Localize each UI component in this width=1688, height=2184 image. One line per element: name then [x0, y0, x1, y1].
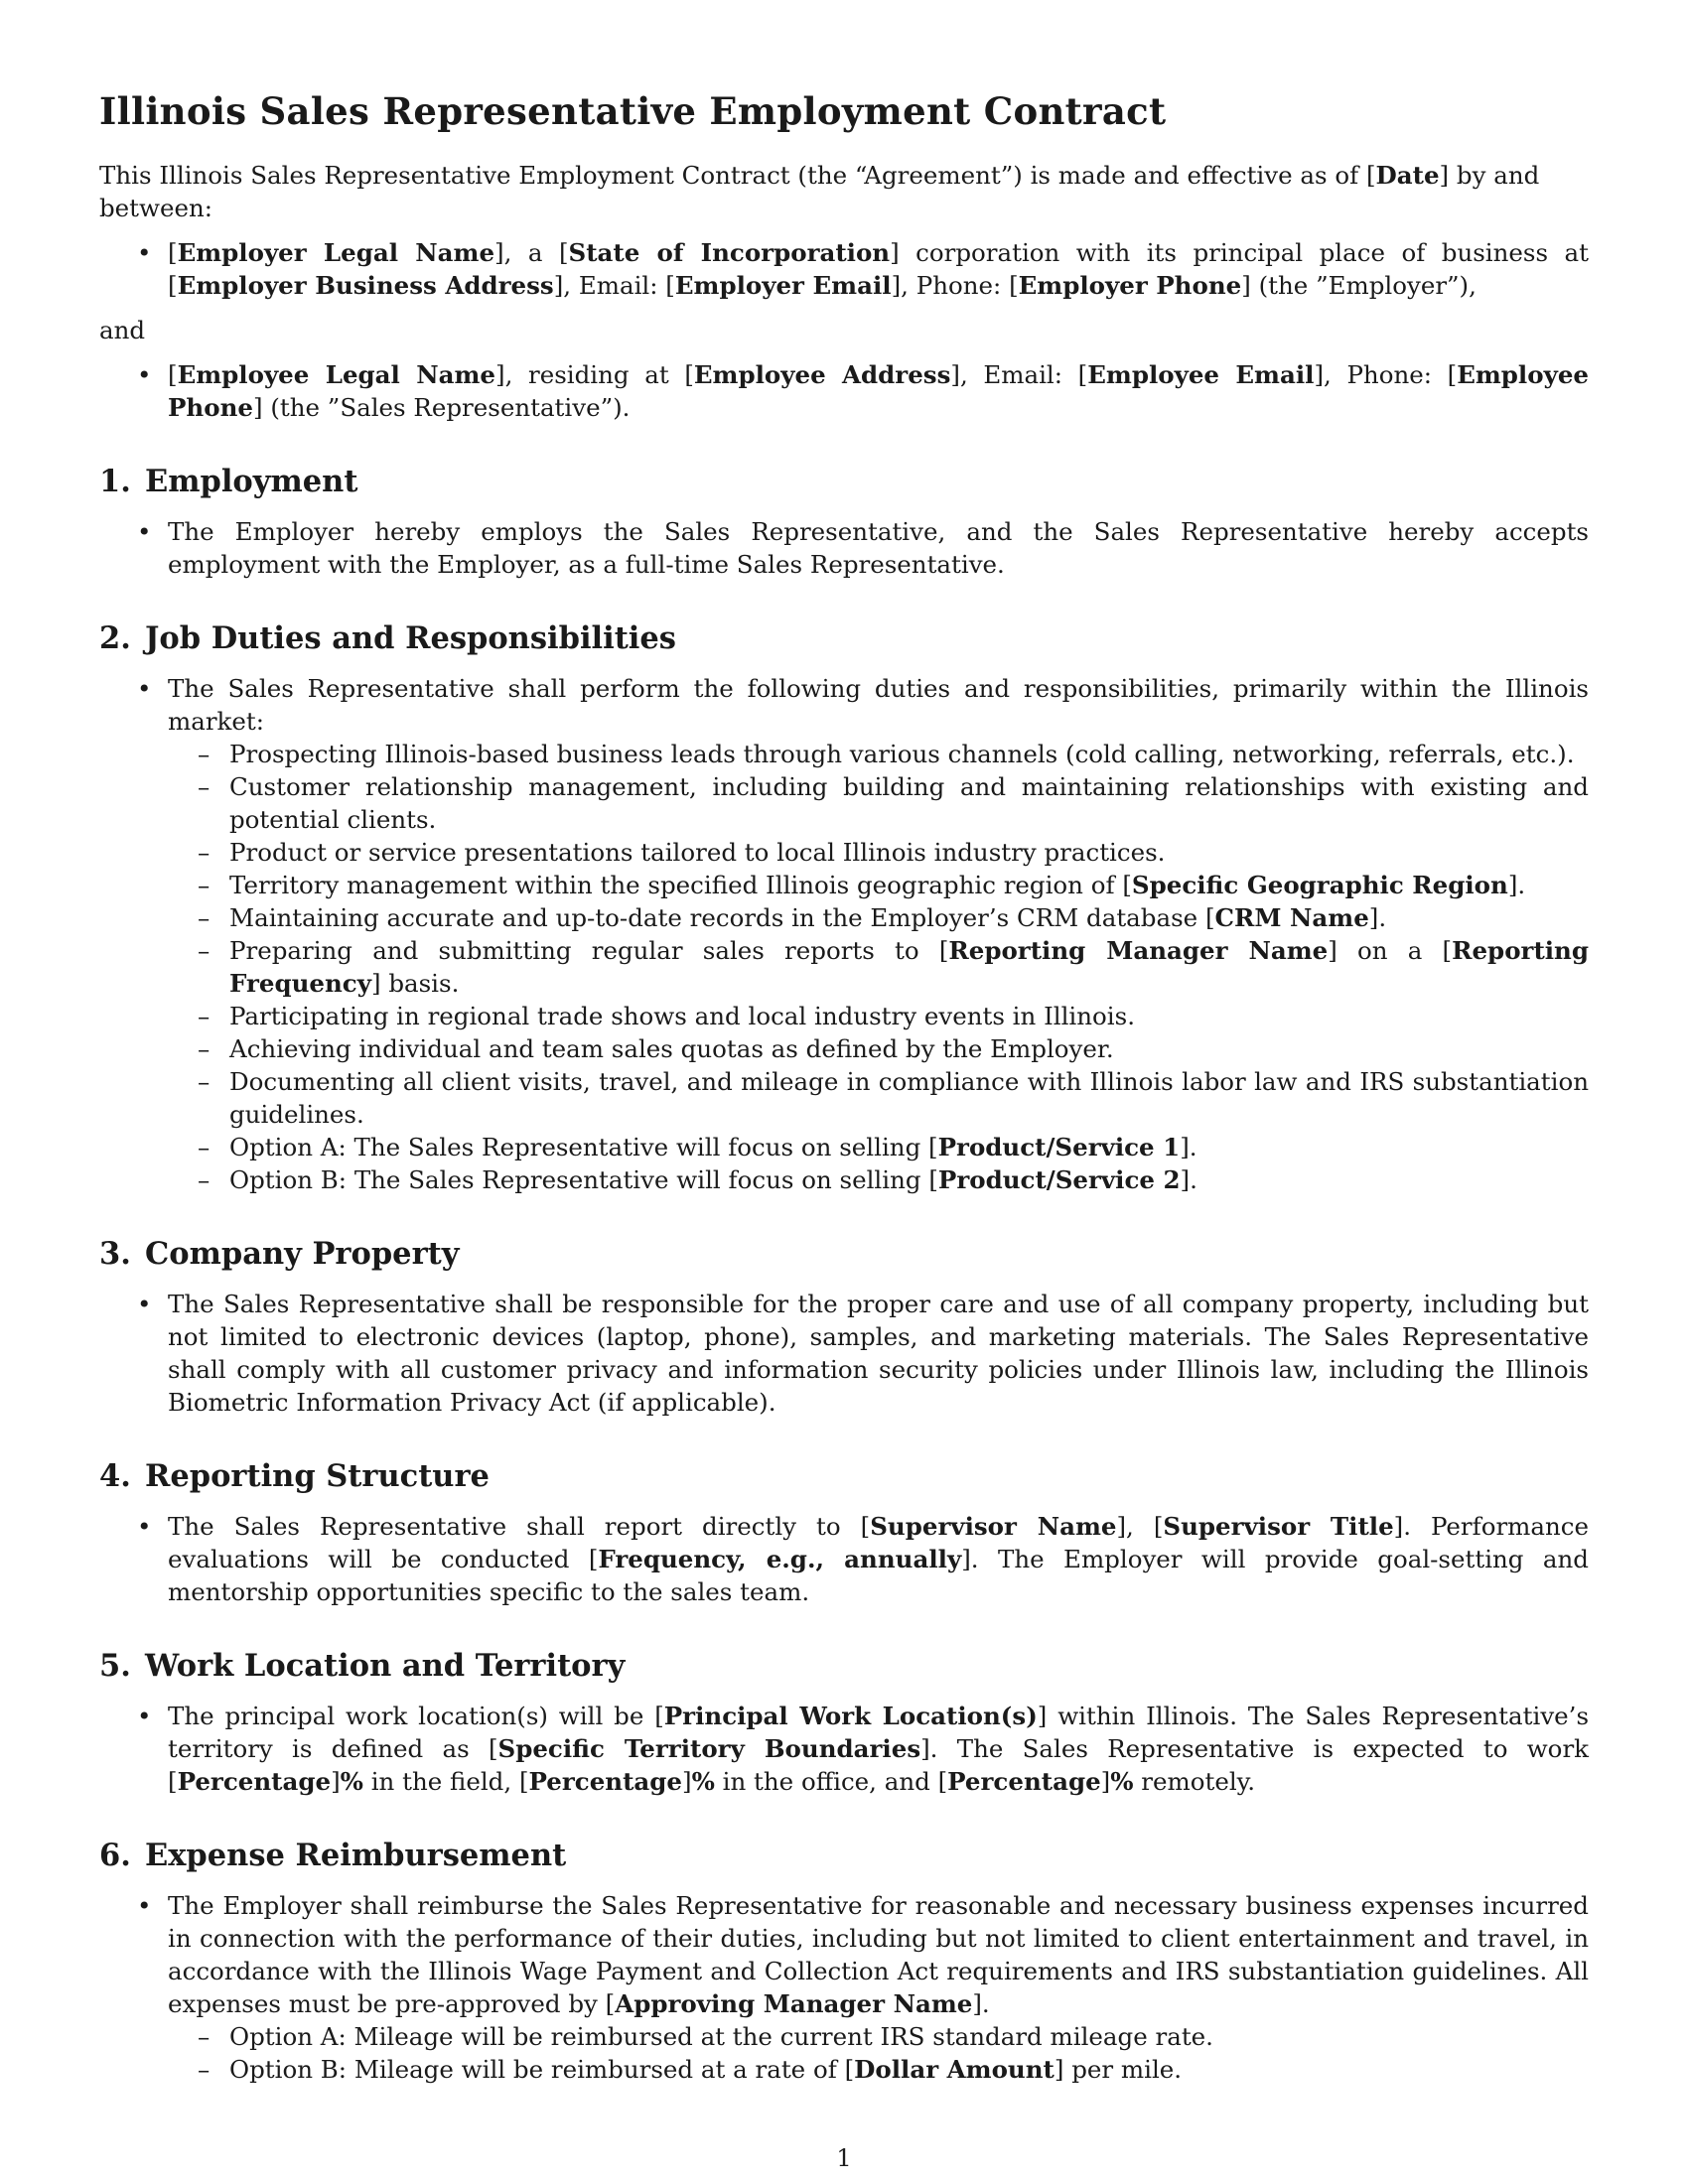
text: . Performance evaluations will be conducted [168, 1512, 1589, 1573]
section-title: Job Duties and Responsibilities [145, 620, 676, 656]
duties-sublist [168, 738, 1589, 1196]
approver-placeholder: Approving Manager Name [615, 1989, 973, 2018]
expense-options [168, 2020, 1589, 2086]
section-number: 2. [99, 620, 131, 656]
text: Option B: Mileage will be reimbursed at a rate of [229, 2055, 845, 2084]
sub-item: – Documenting all client visits, travel, and mileage in compliance with Illinois labor law and IRS substantiation guidelines. [168, 1065, 1589, 1131]
manager-placeholder: Reporting Manager Name [948, 936, 1329, 965]
product-1-placeholder: Product/Service 1 [937, 1133, 1181, 1161]
sub-item: – Option B: Mileage will be reimbursed at a rate of [Dollar Amount] per mile. [168, 2053, 1589, 2086]
section-reporting-list [99, 1510, 1589, 1608]
section-heading-employment [99, 462, 1589, 501]
sub-item: – Participating in regional trade shows and local industry events in Illinois. [168, 1000, 1589, 1032]
list-item [99, 672, 1589, 1196]
text: basis. [380, 969, 460, 998]
territory-placeholder: Specific Territory Boundaries [497, 1734, 921, 1763]
text: Option A: The Sales Representative will focus on selling [229, 1133, 929, 1161]
employer-phone: Employer Phone [1018, 271, 1242, 300]
intro-text-end: by and between: [99, 161, 1540, 222]
product-2-placeholder: Product/Service 2 [937, 1165, 1181, 1194]
dollar-amount-placeholder: Dollar Amount [854, 2055, 1055, 2084]
text: corporation with its principal place of business at [899, 238, 1589, 267]
supervisor-title-placeholder: Supervisor Title [1163, 1512, 1394, 1541]
text: Maintaining accurate and up-to-date records in the Employer’s CRM database [229, 903, 1205, 932]
text: , [1126, 1512, 1154, 1541]
text: The Sales Representative shall report directly to [168, 1512, 861, 1541]
section-heading-location [99, 1646, 1589, 1686]
employer-address: Employer Business Address [177, 271, 554, 300]
intro-paragraph: This Illinois Sales Representative Employment Contract (the “Agreement”) is made and effective as of [Date] by and between: [99, 161, 1540, 222]
section-heading-expenses [99, 1836, 1589, 1875]
employer-state: State of Incorporation [568, 238, 891, 267]
text: , Email: [959, 360, 1078, 389]
duties-lead: The Sales Representative shall perform the following duties and responsibilities, primarily within the Illinois market: [168, 674, 1589, 736]
percent-sign: % [340, 1767, 363, 1796]
text: remotely. [1133, 1767, 1256, 1796]
employer-party [99, 236, 1589, 302]
text: The principal work location(s) will be [168, 1702, 655, 1730]
page-number: 1 [836, 2144, 852, 2172]
section-employment-list [99, 515, 1589, 581]
employee-item: • [Employee Legal Name], residing at [Employee Address], Email: [Employee Email], Phone: [Employee Phone] (the ”Sales Representative”). [99, 358, 1589, 424]
frequency-placeholder: Reporting Frequency [229, 936, 1590, 998]
supervisor-placeholder: Supervisor Name [870, 1512, 1117, 1541]
sub-item: – Achieving individual and team sales quotas as defined by the Employer. [168, 1032, 1589, 1065]
sub-item: – Territory management within the specified Illinois geographic region of [Specific Geographic Region]. [168, 869, 1589, 901]
percent-sign: % [1110, 1767, 1134, 1796]
employee-phone: Employee Phone [168, 360, 1589, 422]
percent-sign: % [691, 1767, 715, 1796]
location-placeholder: Principal Work Location(s) [663, 1702, 1038, 1730]
section-expenses-list [99, 1889, 1589, 2086]
text: Option B: The Sales Representative will focus on selling [229, 1165, 929, 1194]
text: in the field, [362, 1767, 519, 1796]
date-placeholder: Date [1375, 161, 1440, 190]
text: (the ”Employer”), [1250, 271, 1477, 300]
text: (the ”Sales Representative”). [262, 393, 631, 422]
text: , Email: [563, 271, 666, 300]
section-heading-reporting [99, 1456, 1589, 1496]
document-title: Illinois Sales Representative Employment Contract [99, 89, 1167, 133]
section-number: 6. [99, 1838, 131, 1873]
crm-placeholder: CRM Name [1214, 903, 1369, 932]
percentage-placeholder: Percentage [528, 1767, 683, 1796]
evaluation-frequency-placeholder: Frequency, e.g., annually [598, 1545, 962, 1573]
employer-name: Employer Legal Name [177, 238, 495, 267]
employee-name: Employee Legal Name [177, 360, 496, 389]
text: , Phone: [1324, 360, 1448, 389]
sub-item: – Prospecting Illinois-based business leads through various channels (cold calling, networking, referrals, etc.). [168, 738, 1589, 770]
employee-address: Employee Address [693, 360, 951, 389]
employer-email: Employer Email [674, 271, 892, 300]
section-title: Company Property [145, 1236, 460, 1272]
section-property-list [99, 1288, 1589, 1419]
section-number: 4. [99, 1458, 131, 1494]
list-item: • The Sales Representative shall report directly to [Supervisor Name], [Supervisor Title]. Performance evaluations will be conducted [Frequency, e.g., annually]. The Employer will provide goal-setting and mentorship opportunities specific to the sales team. [99, 1510, 1589, 1608]
percentage-placeholder: Percentage [177, 1767, 332, 1796]
section-duties-list [99, 672, 1589, 1196]
text: on a [1336, 936, 1443, 965]
text: Territory management within the specified Illinois geographic region of [229, 871, 1123, 899]
list-item: • The Employer shall reimburse the Sales Representative for reasonable and necessary business expenses incurred in connection with the performance of their duties, including but not limited to client entertainment and travel, in accordance with the Illinois Wage Payment and Collection Act requirements and IRS substantiation guidelines. All expenses must be pre-approved by [Approving Manager Name]. – Option A: Mileage will be reimbursed at the current IRS standard mileage rate. – Option B: Mileage will be reimbursed at a rate of [Dollar Amount] per mile. [99, 1889, 1589, 2086]
and-text: and [99, 316, 146, 344]
sub-item: – Customer relationship management, including building and maintaining relationships with existing and potential clients. [168, 770, 1589, 836]
section-title: Reporting Structure [145, 1458, 490, 1494]
text: in the office, and [714, 1767, 938, 1796]
list-item: • The Employer hereby employs the Sales Representative, and the Sales Representative hereby accepts employment with the Employer, as a full-time Sales Representative. [99, 515, 1589, 581]
section-heading-property [99, 1234, 1589, 1274]
list-item: • The principal work location(s) will be [Principal Work Location(s)] within Illinois. The Sales Representative’s territory is defined as [Specific Territory Boundaries]. The Sales Representative is expected to work [Percentage]% in the field, [Percentage]% in the office, and [Percentage]% remotely. [99, 1700, 1589, 1798]
text: , a [503, 238, 559, 267]
section-title: Expense Reimbursement [145, 1838, 567, 1873]
text: . The Sales Representative is expected to work [929, 1734, 1589, 1763]
percentage-placeholder: Percentage [947, 1767, 1101, 1796]
text: Preparing and submitting regular sales reports to [229, 936, 939, 965]
section-heading-duties [99, 618, 1589, 658]
text: within Illinois. The Sales Representative’s territory is defined as [168, 1702, 1590, 1763]
section-title: Work Location and Territory [145, 1648, 626, 1684]
list-item: • The Sales Representative shall be responsible for the proper care and use of all company property, including but not limited to electronic devices (laptop, phone), samples, and marketing materials. The Sales Representative shall comply with all customer privacy and information security policies under Illinois law, including the Illinois Biometric Information Privacy Act (if applicable). [99, 1288, 1589, 1419]
intro-text: This Illinois Sales Representative Employment Contract (the “Agreement”) is made and effective as of [99, 161, 1366, 190]
sub-item: – Maintaining accurate and up-to-date records in the Employer’s CRM database [CRM Name]. [168, 901, 1589, 934]
region-placeholder: Specific Geographic Region [1131, 871, 1508, 899]
employee-party [99, 358, 1589, 424]
text: per mile. [1063, 2055, 1183, 2084]
section-location-list [99, 1700, 1589, 1798]
sub-item: – Product or service presentations tailored to local Illinois industry practices. [168, 836, 1589, 869]
employee-email: Employee Email [1087, 360, 1315, 389]
text: , Phone: [901, 271, 1010, 300]
section-number: 5. [99, 1648, 131, 1684]
sub-item: – Option A: Mileage will be reimbursed at the current IRS standard mileage rate. [168, 2020, 1589, 2053]
section-number: 3. [99, 1236, 131, 1272]
sub-item: – Option A: The Sales Representative will focus on selling [Product/Service 1]. [168, 1131, 1589, 1163]
document-page [99, 87, 1589, 2086]
sub-item: – Preparing and submitting regular sales reports to [Reporting Manager Name] on a [Reporting Frequency] basis. [168, 934, 1589, 1000]
text: , residing at [504, 360, 685, 389]
section-title: Employment [145, 464, 358, 499]
text: The Employer shall reimburse the Sales Representative for reasonable and necessary business expenses incurred in connection with the performance of their duties, including but not limited to client entertainment and travel, in accordance with the Illinois Wage Payment and Collection Act requirements and IRS substantiation guidelines. All expenses must be pre-approved by [168, 1891, 1589, 2018]
employer-item: • [Employer Legal Name], a [State of Incorporation] corporation with its principal place of business at [Employer Business Address], Email: [Employer Email], Phone: [Employer Phone] (the ”Employer”), [99, 236, 1589, 302]
sub-item: – Option B: The Sales Representative will focus on selling [Product/Service 2]. [168, 1163, 1589, 1196]
section-number: 1. [99, 464, 131, 499]
text: . The Employer will provide goal-setting and mentorship opportunities specific to the sales team. [168, 1545, 1589, 1606]
